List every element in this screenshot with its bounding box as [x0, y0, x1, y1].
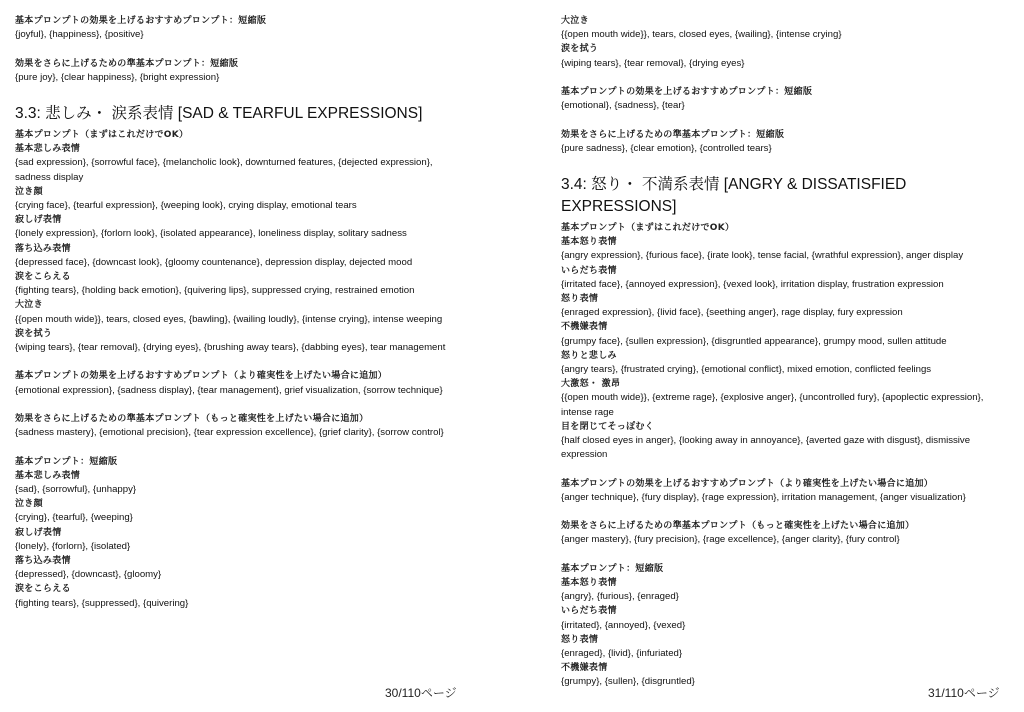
section-label: いらだち表情 [561, 606, 617, 617]
section-label: 基本プロンプトの効果を上げるおすすめプロンプト（より確実性を上げたい場合に追加） [561, 478, 934, 489]
section-label: 基本怒り表情 [561, 237, 617, 248]
prompt-text: {joyful}, {happiness}, {positive} [15, 29, 144, 41]
prompt-text: {crying face}, {tearful expression}, {weeping look}, crying display, emotional tears [15, 200, 357, 212]
prompt-text: {depressed face}, {downcast look}, {gloomy countenance}, depression display, dejected mood [15, 256, 413, 268]
blank-line [561, 71, 1011, 85]
prompt-text: {enraged}, {livid}, {infuriated} [561, 648, 683, 660]
prompt-text: {fighting tears}, {holding back emotion}, {quivering lips}, suppressed crying, restrained emotion [15, 285, 415, 297]
section-label: 大泣き [561, 16, 589, 26]
prompt-text: {irritated face}, {annoyed expression}, {vexed look}, irritation display, frustration expression [561, 278, 944, 290]
prompt-text: {sad expression}, {sorrowful face}, {melancholic look}, downturned features, {dejected expression}, sadness display [15, 157, 433, 183]
section-label: 効果をさらに上げるための準基本プロンプト（もっと確実性を上げたい場合に追加） [561, 521, 915, 532]
document-page-right [561, 14, 1011, 690]
section-label: 寂しげ表情 [15, 527, 62, 538]
prompt-text: {emotional expression}, {sadness display}, {tear management}, grief visualization, {sorrow technique} [15, 384, 443, 396]
section-label: 落ち込み表情 [15, 556, 71, 567]
section-label: 目を閉じてそっぽむく [561, 421, 655, 432]
section-label: 涙を拭う [15, 328, 53, 339]
section-label: 不機嫌表情 [561, 322, 608, 333]
section-label: 基本プロンプト（まずはこれだけでOK） [561, 223, 735, 233]
prompt-text: {anger mastery}, {fury precision}, {rage excellence}, {anger clarity}, {fury control} [561, 534, 900, 546]
blank-line [15, 42, 465, 56]
section-label: 泣き顔 [15, 186, 43, 197]
prompt-text: {{open mouth wide}}, {extreme rage}, {explosive anger}, {uncontrolled fury}, {apoplectic expression}, intense rage [561, 392, 984, 418]
blank-line [561, 113, 1011, 127]
blank-line [561, 462, 1011, 476]
section-label: 基本プロンプト：短縮版 [15, 456, 118, 467]
section-label: 泣き顔 [15, 499, 43, 510]
section-label: 基本悲しみ表情 [15, 470, 81, 481]
section-label: いらだち表情 [561, 265, 617, 276]
prompt-text: {sad}, {sorrowful}, {unhappy} [15, 484, 137, 496]
prompt-text: {half closed eyes in anger}, {looking away in annoyance}, {averted gaze with disgust}, dismissive expression [561, 435, 971, 461]
blank-line [15, 398, 465, 412]
prompt-text: {{open mouth wide}}, tears, closed eyes, {wailing}, {intense crying} [561, 29, 842, 41]
prompt-text: {enraged expression}, {livid face}, {seething anger}, rage display, fury expression [561, 307, 903, 319]
page-number: 31/110ページ [928, 686, 1000, 700]
prompt-text: {irritated}, {annoyed}, {vexed} [561, 619, 686, 631]
prompt-text: {lonely}, {forlorn}, {isolated} [15, 540, 131, 552]
document-page-left [15, 14, 465, 611]
section-label: 大激怒・ 激昂 [561, 379, 621, 390]
prompt-text: {wiping tears}, {tear removal}, {drying eyes}, {brushing away tears}, {dabbing eyes}, tear management [15, 342, 446, 354]
prompt-text: {grumpy}, {sullen}, {disgruntled} [561, 676, 695, 688]
section-heading: 3.4: 怒り・ 不満系表情 [ANGRY & DISSATISFIED EXPRESSIONS] [561, 176, 907, 215]
section-label: 効果をさらに上げるための準基本プロンプト：短縮版 [15, 58, 239, 69]
page-number: 30/110ページ [385, 686, 457, 700]
section-label: 基本プロンプトの効果を上げるおすすめプロンプト：短縮版 [561, 87, 813, 97]
prompt-text: {pure sadness}, {clear emotion}, {controlled tears} [561, 142, 772, 154]
prompt-text: {lonely expression}, {forlorn look}, {isolated appearance}, loneliness display, solitary sadness [15, 228, 407, 240]
prompt-text: {anger technique}, {fury display}, {rage expression}, irritation management, {anger visualization} [561, 491, 966, 503]
section-label: 大泣き [15, 300, 43, 311]
prompt-text: {emotional}, {sadness}, {tear} [561, 100, 685, 112]
section-label: 落ち込み表情 [15, 243, 71, 254]
section-label: 涙を拭う [561, 44, 599, 55]
section-label: 基本プロンプトの効果を上げるおすすめプロンプト：短縮版 [15, 16, 267, 26]
prompt-text: {sadness mastery}, {emotional precision}, {tear expression excellence}, {grief clarity}, {sorrow control} [15, 427, 444, 439]
blank-line [15, 440, 465, 454]
section-label: 涙をこらえる [15, 272, 71, 283]
prompt-text: {fighting tears}, {suppressed}, {quivering} [15, 597, 189, 609]
section-heading: 3.3: 悲しみ・ 涙系表情 [SAD & TEARFUL EXPRESSIONS] [15, 105, 423, 122]
section-label: 涙をこらえる [15, 584, 71, 595]
prompt-text: {depressed}, {downcast}, {gloomy} [15, 569, 162, 581]
section-label: 効果をさらに上げるための準基本プロンプト（もっと確実性を上げたい場合に追加） [15, 414, 369, 425]
blank-line [15, 355, 465, 369]
section-label: 基本悲しみ表情 [15, 144, 81, 155]
section-label: 怒り表情 [561, 634, 599, 645]
prompt-text: {angry}, {furious}, {enraged} [561, 591, 679, 603]
prompt-text: {crying}, {tearful}, {weeping} [15, 512, 133, 524]
prompt-text: {angry expression}, {furious face}, {irate look}, tense facial, {wrathful expression}, anger display [561, 250, 964, 262]
prompt-text: {wiping tears}, {tear removal}, {drying eyes} [561, 57, 745, 69]
section-label: 効果をさらに上げるための準基本プロンプト：短縮版 [561, 129, 785, 140]
section-label: 基本プロンプト（まずはこれだけでOK） [15, 130, 189, 140]
section-label: 不機嫌表情 [561, 663, 608, 674]
section-label: 怒り表情 [561, 294, 599, 305]
section-label: 怒りと悲しみ [561, 350, 617, 361]
section-label: 基本プロンプトの効果を上げるおすすめプロンプト（より確実性を上げたい場合に追加） [15, 371, 388, 382]
prompt-text: {angry tears}, {frustrated crying}, {emotional conflict}, mixed emotion, conflicted feelings [561, 364, 932, 376]
prompt-text: {{open mouth wide}}, tears, closed eyes, {bawling}, {wailing loudly}, {intense crying}, intense weeping [15, 313, 443, 325]
section-label: 基本怒り表情 [561, 578, 617, 589]
prompt-text: {grumpy face}, {sullen expression}, {disgruntled appearance}, grumpy mood, sullen attitude [561, 335, 947, 347]
section-label: 基本プロンプト：短縮版 [561, 563, 664, 574]
prompt-text: {pure joy}, {clear happiness}, {bright expression} [15, 71, 220, 83]
blank-line [561, 505, 1011, 519]
blank-line [561, 548, 1011, 562]
section-label: 寂しげ表情 [15, 215, 62, 226]
